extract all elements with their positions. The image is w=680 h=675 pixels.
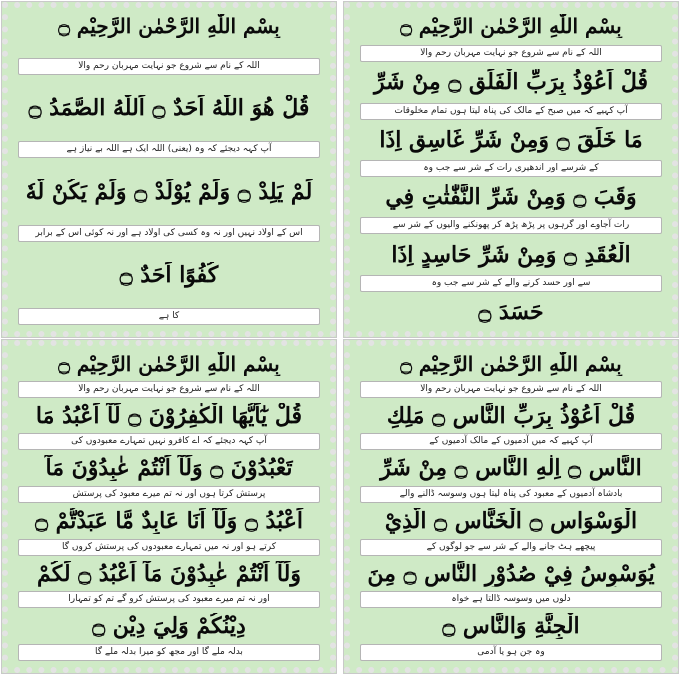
surah-nas-card xyxy=(344,340,678,673)
surah-falaq-card xyxy=(344,2,678,337)
arabic-verse-line: حَسَدَ ۝ xyxy=(478,298,544,325)
arabic-verse-line: تَعْبُدُوْنَ ۝ وَلَآ اَنْتُمْ عٰبِدُوْنَ مَآ xyxy=(45,455,293,482)
urdu-translation-line: آپ کہہ دیجئے کہ اے کافرو نہیں تمہارے معبودوں کی xyxy=(18,433,320,450)
urdu-translation-line: اللہ کے نام سے شروع جو نہایت مہربان رحم والا xyxy=(18,381,320,398)
surah-ikhlas-card xyxy=(2,2,336,337)
urdu-translation-line: بادشاہ آدمیوں کے معبود کی پناہ لیتا ہوں وسوسہ ڈالنے والے xyxy=(360,486,662,503)
urdu-translation-line: وہ جن ہو یا آدمی xyxy=(360,644,662,661)
urdu-translation-line: آپ کہیے کہ میں آدمیوں کے مالک آدمیوں کے xyxy=(360,433,662,450)
urdu-translation-line: رات آجاوے اور گرہوں پر پڑھ پڑھ کر پھونکنے والیوں کے شر سے xyxy=(360,217,662,234)
verse-lines xyxy=(360,14,662,325)
urdu-translation-line: آپ کہیے کہ میں صبح کے مالک کی پناہ لیتا ہوں تمام مخلوقات xyxy=(360,103,662,120)
verse-lines xyxy=(18,14,320,325)
bismillah-line: بِسْمِ اللّٰهِ الرَّحْمٰنِ الرَّحِيْمِ ۝ xyxy=(400,352,622,376)
arabic-verse-line: كُفُوًا اَحَدٌ ۝ xyxy=(119,261,219,288)
urdu-translation-line: دلوں میں وسوسہ ڈالتا ہے خواہ xyxy=(360,591,662,608)
arabic-verse-line: اَعْبُدُ ۝ وَلَآ اَنَا عَابِدٌ مَّا عَبَدْتُّمْ ۝ xyxy=(35,507,303,534)
urdu-translation-line: اس کے اولاد نہیں اور نہ وہ کسی کی اولاد ہے اور نہ کوئی اس کے برابر xyxy=(18,225,320,242)
urdu-translation-line: کرتے ہو اور نہ میں تمہارے معبودوں کی پرستش کروں گا xyxy=(18,539,320,556)
arabic-verse-line: الْوَسْوَاسِ ۝ الْخَنَّاسِ ۝ الَّذِيْ xyxy=(384,507,638,534)
surah-kafirun-card xyxy=(2,340,336,673)
bismillah-line: بِسْمِ اللّٰهِ الرَّحْمٰنِ الرَّحِيْمِ ۝ xyxy=(58,14,280,38)
urdu-translation-line: اور نہ تم میرے معبود کی پرستش کرو گے تم کو تمہارا xyxy=(18,591,320,608)
arabic-verse-line: وَقَبَ ۝ وَمِنْ شَرِّ النَّفّٰثٰتِ فِي xyxy=(385,184,637,211)
urdu-translation-line: اللہ کے نام سے شروع جو نہایت مہربان رحم والا xyxy=(360,381,662,398)
arabic-verse-line: النَّاسِ ۝ اِلٰهِ النَّاسِ ۝ مِنْ شَرِّ xyxy=(380,455,642,482)
verse-lines xyxy=(360,352,662,661)
urdu-translation-line: اللہ کے نام سے شروع جو نہایت مہربان رحم والا xyxy=(360,45,662,62)
arabic-verse-line: مَا خَلَقَ ۝ وَمِنْ شَرِّ غَاسِقٍ اِذَا xyxy=(379,126,643,153)
arabic-verse-line: الْجِنَّةِ وَالنَّاسِ ۝ xyxy=(442,613,580,640)
arabic-verse-line: قُلْ يٰٓاَيُّهَا الْكٰفِرُوْنَ ۝ لَآ اَعْبُدُ مَا xyxy=(35,402,303,429)
arabic-verse-line: لَمْ يَلِدْ ۝ وَلَمْ يُوْلَدْ ۝ وَلَمْ يَكُنْ لَّهٗ xyxy=(25,178,313,205)
urdu-translation-line: آپ کہہ دیجئے کہ وہ (یعنی) اللہ ایک ہے اللہ بے نیاز ہے xyxy=(18,141,320,158)
urdu-translation-line: کا ہے xyxy=(18,308,320,325)
urdu-translation-line: پرستش کرتا ہوں اور نہ تم میرے معبود کی پرستش xyxy=(18,486,320,503)
urdu-translation-line: پیچھے ہٹ جانے والے کے شر سے جو لوگوں کے xyxy=(360,539,662,556)
arabic-verse-line: الْعُقَدِ ۝ وَمِنْ شَرِّ حَاسِدٍ اِذَا xyxy=(391,241,631,268)
urdu-translation-line: سے اور حسد کرنے والے کے شر سے جب وہ xyxy=(360,275,662,292)
bismillah-line: بِسْمِ اللّٰهِ الرَّحْمٰنِ الرَّحِيْمِ ۝ xyxy=(400,14,622,38)
urdu-translation-line: اللہ کے نام سے شروع جو نہایت مہربان رحم والا xyxy=(18,58,320,75)
arabic-verse-line: يُوَسْوِسُ فِيْ صُدُوْرِ النَّاسِ ۝ مِنَ xyxy=(367,560,655,587)
arabic-verse-line: دِيْنُكُمْ وَلِيَ دِيْنِ ۝ xyxy=(92,613,246,640)
urdu-translation-line: کے شرسے اور اندھیری رات کے شر سے جب وہ xyxy=(360,160,662,177)
arabic-verse-line: قُلْ اَعُوْذُ بِرَبِّ النَّاسِ ۝ مَلِكِ xyxy=(386,402,636,429)
verse-lines xyxy=(18,352,320,661)
bismillah-line: بِسْمِ اللّٰهِ الرَّحْمٰنِ الرَّحِيْمِ ۝ xyxy=(58,352,280,376)
arabic-verse-line: قُلْ اَعُوْذُ بِرَبِّ الْفَلَقِ ۝ مِنْ شَرِّ xyxy=(373,69,649,96)
urdu-translation-line: بدلہ ملے گا اور مجھ کو میرا بدلہ ملے گا xyxy=(18,644,320,661)
arabic-verse-line: قُلْ هُوَ اللّٰهُ اَحَدٌ ۝ اَللّٰهُ الصَّمَدُ ۝ xyxy=(28,95,310,122)
arabic-verse-line: وَلَآ اَنْتُمْ عٰبِدُوْنَ مَآ اَعْبُدُ ۝ لَكُمْ xyxy=(37,560,301,587)
